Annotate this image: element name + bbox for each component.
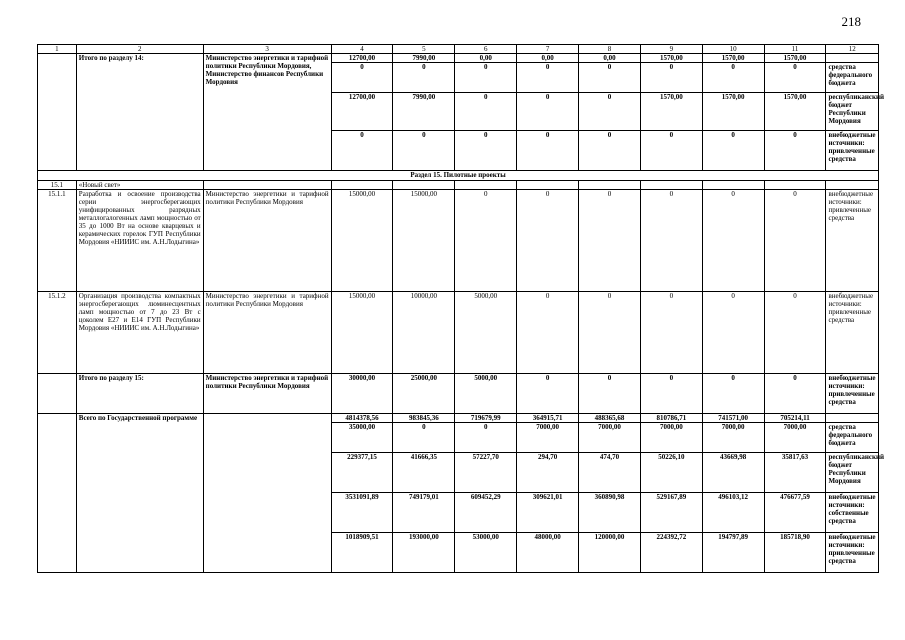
funding-source: республиканский бюджет Республики Мордовия	[826, 453, 879, 493]
value-cell: 0	[393, 423, 455, 453]
value-cell: 12700,00	[331, 54, 393, 63]
funding-source: внебюджетные источники: привлеченные средства	[826, 190, 879, 292]
value-cell: 48000,00	[517, 533, 579, 573]
value-cell: 0	[517, 63, 579, 93]
value-cell: 983845,36	[393, 414, 455, 423]
value-cell: 0	[640, 292, 702, 374]
value-cell: 12700,00	[331, 93, 393, 131]
value-cell: 15000,00	[393, 190, 455, 292]
value-cell: 609452,29	[455, 493, 517, 533]
value-cell: 7990,00	[393, 93, 455, 131]
value-cell: 7000,00	[579, 423, 641, 453]
value-cell: 25000,00	[393, 374, 455, 414]
value-cell: 185718,90	[764, 533, 826, 573]
value-cell: 0	[517, 292, 579, 374]
value-cell: 229377,15	[331, 453, 393, 493]
column-number: 8	[579, 45, 641, 54]
value-cell: 488365,68	[579, 414, 641, 423]
funding-source: внебюджетные источники: привлеченные средства	[826, 292, 879, 374]
value-cell: 0	[764, 190, 826, 292]
value-cell: 0	[640, 63, 702, 93]
section-15-heading	[38, 171, 879, 181]
value-cell: 57227,70	[455, 453, 517, 493]
blank-cell	[393, 181, 455, 190]
subitem-row	[38, 292, 879, 374]
column-number: 11	[764, 45, 826, 54]
column-number: 7	[517, 45, 579, 54]
program-table	[37, 44, 885, 573]
value-cell: 120000,00	[579, 533, 641, 573]
value-cell: 10000,00	[393, 292, 455, 374]
value-cell: 0	[702, 292, 764, 374]
value-cell: 1570,00	[640, 54, 702, 63]
value-cell: 0	[579, 63, 641, 93]
value-cell: 3531091,89	[331, 493, 393, 533]
value-cell: 7000,00	[517, 423, 579, 453]
blank-cell	[331, 181, 393, 190]
blank-cell	[764, 181, 826, 190]
blank-cell	[203, 414, 331, 573]
value-cell: 30000,00	[331, 374, 393, 414]
value-cell: 0	[455, 190, 517, 292]
value-cell: 1570,00	[702, 93, 764, 131]
item-15-1	[38, 181, 879, 190]
funding-source: внебюджетные источники: привлеченные средства	[826, 533, 879, 573]
column-number: 9	[640, 45, 702, 54]
blank-cell	[38, 414, 77, 573]
value-cell: 0,00	[579, 54, 641, 63]
item-executor: Министерство энергетики и тарифной политики Республики Мордовия	[203, 190, 331, 292]
blank-cell	[702, 181, 764, 190]
value-cell: 1570,00	[702, 54, 764, 63]
value-cell: 0	[331, 131, 393, 171]
value-cell: 719679,99	[455, 414, 517, 423]
item-name: Организация производства компактных энергосберегающих люминесцентных ламп мощностью от 7 до 23 Вт с цоколем Е27 и Е14 ГУП Республики Мордовия «НИИИС им. А.Н.Лодыгина»	[76, 292, 203, 374]
value-cell: 41666,35	[393, 453, 455, 493]
value-cell: 7000,00	[702, 423, 764, 453]
total-14-title: Итого по разделу 14:	[76, 54, 203, 171]
column-number: 5	[393, 45, 455, 54]
blank-cell	[579, 181, 641, 190]
value-cell: 15000,00	[331, 190, 393, 292]
value-cell: 0	[764, 292, 826, 374]
value-cell: 1570,00	[640, 93, 702, 131]
value-cell: 0	[393, 131, 455, 171]
grand-total-title: Всего по Государственной программе	[76, 414, 203, 573]
value-cell: 0	[702, 131, 764, 171]
total-14-executors: Министерство энергетики и тарифной политики Республики Мордовия, Министерство финансов Республики Мордовия	[203, 54, 331, 171]
value-cell: 529167,89	[640, 493, 702, 533]
value-cell: 35000,00	[331, 423, 393, 453]
value-cell: 810786,71	[640, 414, 702, 423]
value-cell: 496103,12	[702, 493, 764, 533]
value-cell: 741571,00	[702, 414, 764, 423]
value-cell: 0,00	[455, 54, 517, 63]
value-cell: 0	[331, 63, 393, 93]
value-cell: 1018909,51	[331, 533, 393, 573]
blank-cell	[203, 181, 331, 190]
value-cell: 0	[455, 93, 517, 131]
value-cell: 294,70	[517, 453, 579, 493]
column-number: 10	[702, 45, 764, 54]
value-cell: 0	[579, 190, 641, 292]
column-number: 12	[826, 45, 879, 54]
value-cell: 0,00	[517, 54, 579, 63]
value-cell: 0	[640, 190, 702, 292]
value-cell: 0	[702, 190, 764, 292]
column-number: 6	[455, 45, 517, 54]
value-cell: 193000,00	[393, 533, 455, 573]
value-cell: 309621,01	[517, 493, 579, 533]
column-number: 1	[38, 45, 77, 54]
blank-cell	[826, 181, 879, 190]
value-cell: 0	[455, 63, 517, 93]
value-cell: 4814378,56	[331, 414, 393, 423]
funding-source: средства федерального бюджета	[826, 63, 879, 93]
blank-cell	[517, 181, 579, 190]
blank-cell	[38, 374, 77, 414]
total-15-executor: Министерство энергетики и тарифной политики Республики Мордовия	[203, 374, 331, 414]
value-cell: 43669,98	[702, 453, 764, 493]
value-cell: 0	[393, 63, 455, 93]
value-cell: 0	[579, 374, 641, 414]
value-cell: 0	[764, 374, 826, 414]
value-cell: 0	[517, 131, 579, 171]
funding-source: внебюджетные источники: привлеченные средства	[826, 131, 879, 171]
value-cell: 0	[455, 423, 517, 453]
value-cell: 53000,00	[455, 533, 517, 573]
value-cell: 364915,71	[517, 414, 579, 423]
blank-cell	[455, 181, 517, 190]
value-cell: 0	[579, 292, 641, 374]
value-cell: 1570,00	[764, 54, 826, 63]
value-cell: 749179,01	[393, 493, 455, 533]
total-15-row	[38, 374, 879, 414]
value-cell: 0	[517, 374, 579, 414]
item-executor: Министерство энергетики и тарифной политики Республики Мордовия	[203, 292, 331, 374]
funding-source: средства федерального бюджета	[826, 423, 879, 453]
value-cell: 7000,00	[640, 423, 702, 453]
value-cell: 35817,63	[764, 453, 826, 493]
value-cell: 0	[702, 374, 764, 414]
funding-source	[826, 414, 879, 423]
value-cell: 224392,72	[640, 533, 702, 573]
blank-cell	[38, 54, 77, 171]
value-cell: 194797,89	[702, 533, 764, 573]
value-cell: 0	[764, 131, 826, 171]
value-cell: 476677,59	[764, 493, 826, 533]
section-15-title: Раздел 15. Пилотные проекты	[38, 171, 879, 181]
value-cell: 7990,00	[393, 54, 455, 63]
value-cell: 1570,00	[764, 93, 826, 131]
value-cell: 705214,11	[764, 414, 826, 423]
item-name: «Новый свет»	[76, 181, 203, 190]
value-cell: 0	[702, 63, 764, 93]
value-cell: 0	[455, 131, 517, 171]
value-cell: 5000,00	[455, 374, 517, 414]
value-cell: 15000,00	[331, 292, 393, 374]
value-cell: 0	[579, 131, 641, 171]
funding-source: внебюджетные источники: привлеченные средства	[826, 374, 879, 414]
value-cell: 0	[640, 131, 702, 171]
value-cell: 0	[640, 374, 702, 414]
value-cell: 0	[517, 190, 579, 292]
item-number: 15.1.1	[38, 190, 77, 292]
value-cell: 474,70	[579, 453, 641, 493]
total-14-row	[38, 54, 879, 63]
item-number: 15.1.2	[38, 292, 77, 374]
column-number: 4	[331, 45, 393, 54]
total-15-title: Итого по разделу 15:	[76, 374, 203, 414]
subitem-row	[38, 190, 879, 292]
grand-total-row	[38, 414, 879, 423]
value-cell: 50226,10	[640, 453, 702, 493]
value-cell: 0	[517, 93, 579, 131]
value-cell: 7000,00	[764, 423, 826, 453]
value-cell: 0	[579, 93, 641, 131]
funding-source	[826, 54, 879, 63]
item-number: 15.1	[38, 181, 77, 190]
value-cell: 0	[764, 63, 826, 93]
funding-source: внебюджетные источники: собственные средства	[826, 493, 879, 533]
column-number: 2	[76, 45, 203, 54]
header-row	[38, 45, 879, 54]
column-number: 3	[203, 45, 331, 54]
value-cell: 360890,98	[579, 493, 641, 533]
blank-cell	[640, 181, 702, 190]
item-name: Разработка и освоение производства серии энергосберегающих унифицированных разрядных металлогалогенных ламп мощностью от 35 до 1000 Вт на основе кварцевых и керамических горелок ГУП Республики Мордовия «НИИИС им. А.Н.Лодыгина»	[76, 190, 203, 292]
page-number: 218	[841, 14, 861, 29]
funding-source: республиканский бюджет Республики Мордовия	[826, 93, 879, 131]
value-cell: 5000,00	[455, 292, 517, 374]
